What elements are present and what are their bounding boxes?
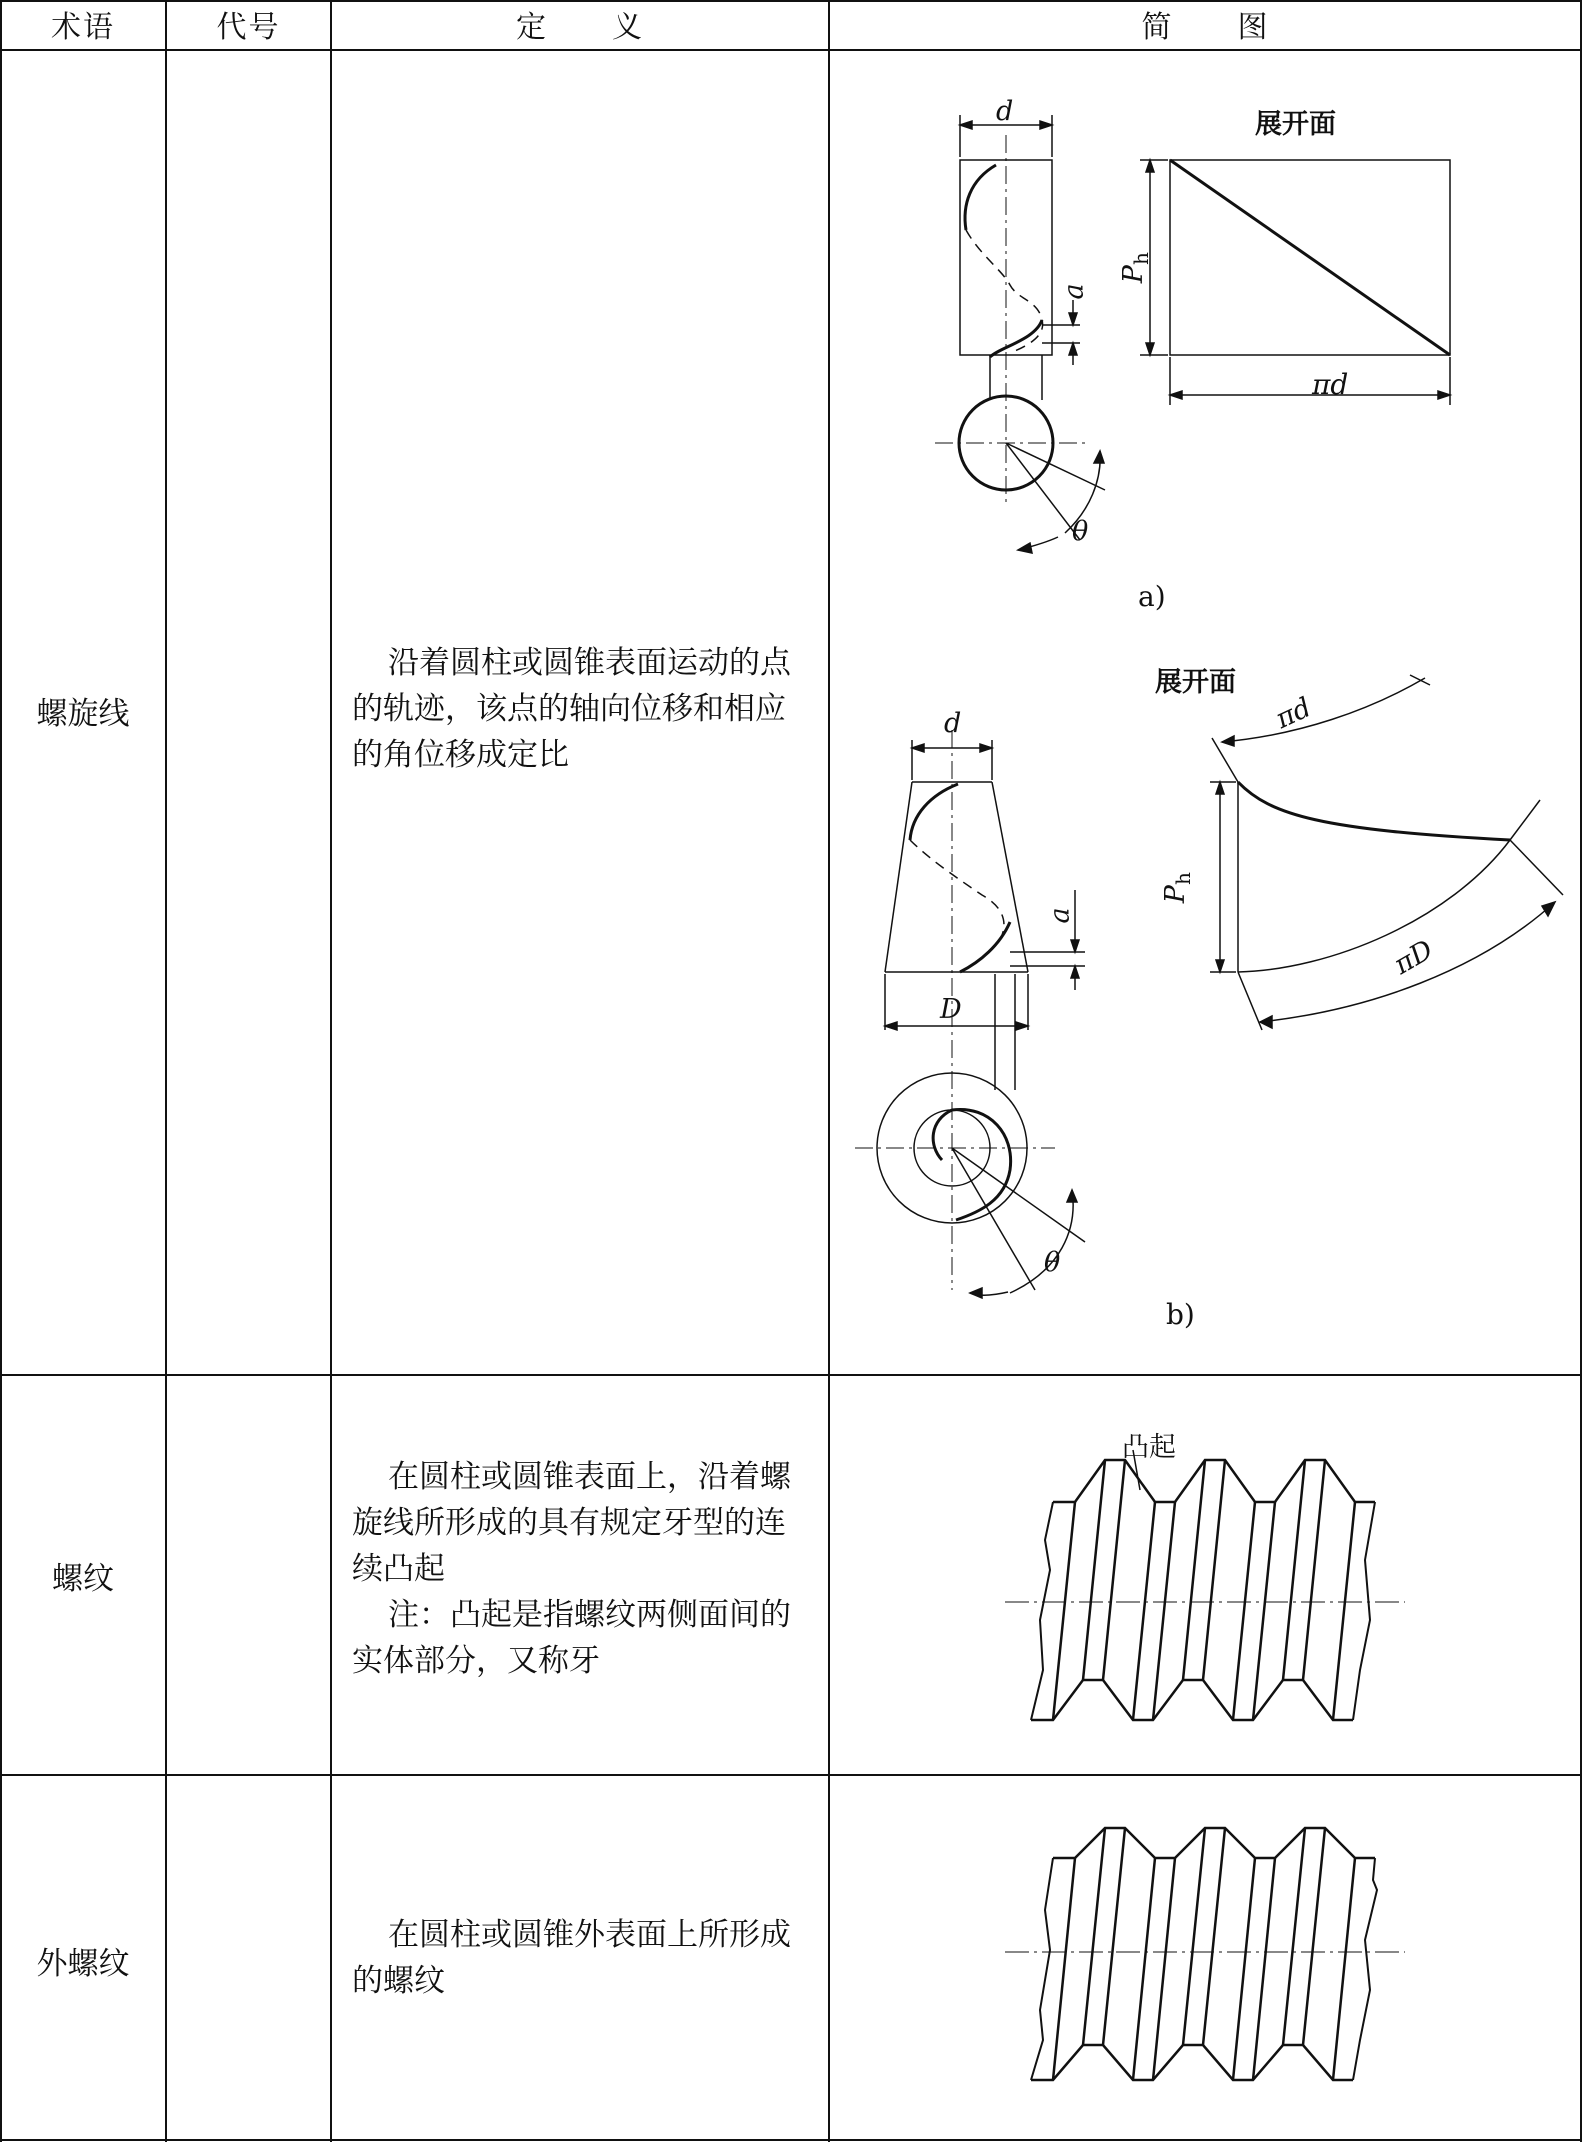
definition-external-thread	[352, 1912, 812, 2004]
header-code: 代号	[216, 10, 281, 45]
header-diagram: 简 图	[1141, 10, 1270, 45]
term-thread: 螺纹	[52, 1560, 114, 1597]
fig-b-label-a: a	[1044, 907, 1076, 924]
term-external-thread: 外螺纹	[36, 1945, 130, 1982]
fig-a-label-theta: θ	[1072, 516, 1089, 547]
fig-a-label-ph-main: P	[1117, 265, 1149, 284]
definition-thread-text: 在圆柱或圆锥表面上，沿着螺旋线所形成的具有规定牙型的连续凸起	[352, 1459, 791, 1587]
fig-b-label-D: D	[940, 994, 962, 1025]
fig-b-label-piD: πD	[1388, 934, 1439, 981]
fig-a-unfold-title: 展开面	[1255, 109, 1336, 140]
fig-a-label-d: d	[996, 96, 1014, 127]
fig-b-label-pid: πd	[1271, 692, 1316, 735]
definition-thread-note: 注：凸起是指螺纹两侧面间的实体部分，又称牙	[352, 1597, 791, 1679]
header-term: 术语	[51, 10, 115, 45]
definition-external-thread-text: 在圆柱或圆锥外表面上所形成的螺纹	[352, 1917, 791, 1999]
fig-b-label-ph-sub: h	[1171, 872, 1196, 886]
definition-helix-text: 沿着圆柱或圆锥表面运动的点的轨迹，该点的轴向位移和相应的角位移成定比	[352, 645, 791, 773]
fig-b-label-ph	[1160, 872, 1195, 903]
thread-diagram	[1005, 1420, 1425, 1740]
fig-b-caption: b)	[1166, 1298, 1195, 1331]
fig-b-label-ph-main: P	[1159, 885, 1191, 904]
helix-cylinder-diagram	[930, 95, 1490, 575]
fig-a-label-a: a	[1058, 283, 1090, 300]
thread-callout: 凸起	[1122, 1432, 1176, 1463]
fig-b-unfold-title: 展开面	[1155, 667, 1236, 698]
fig-a-label-pid: πd	[1312, 368, 1349, 401]
external-thread-diagram	[1005, 1820, 1425, 2120]
header-definition: 定 义	[516, 10, 644, 45]
fig-a-caption: a)	[1138, 580, 1166, 613]
fig-b-label-theta: θ	[1044, 1247, 1061, 1278]
fig-a-label-ph	[1118, 252, 1153, 283]
term-helix: 螺旋线	[36, 695, 130, 732]
fig-a-label-ph-sub: h	[1129, 252, 1154, 266]
definition-helix	[352, 640, 812, 778]
definition-thread	[352, 1454, 812, 1684]
fig-b-label-d: d	[944, 708, 962, 739]
